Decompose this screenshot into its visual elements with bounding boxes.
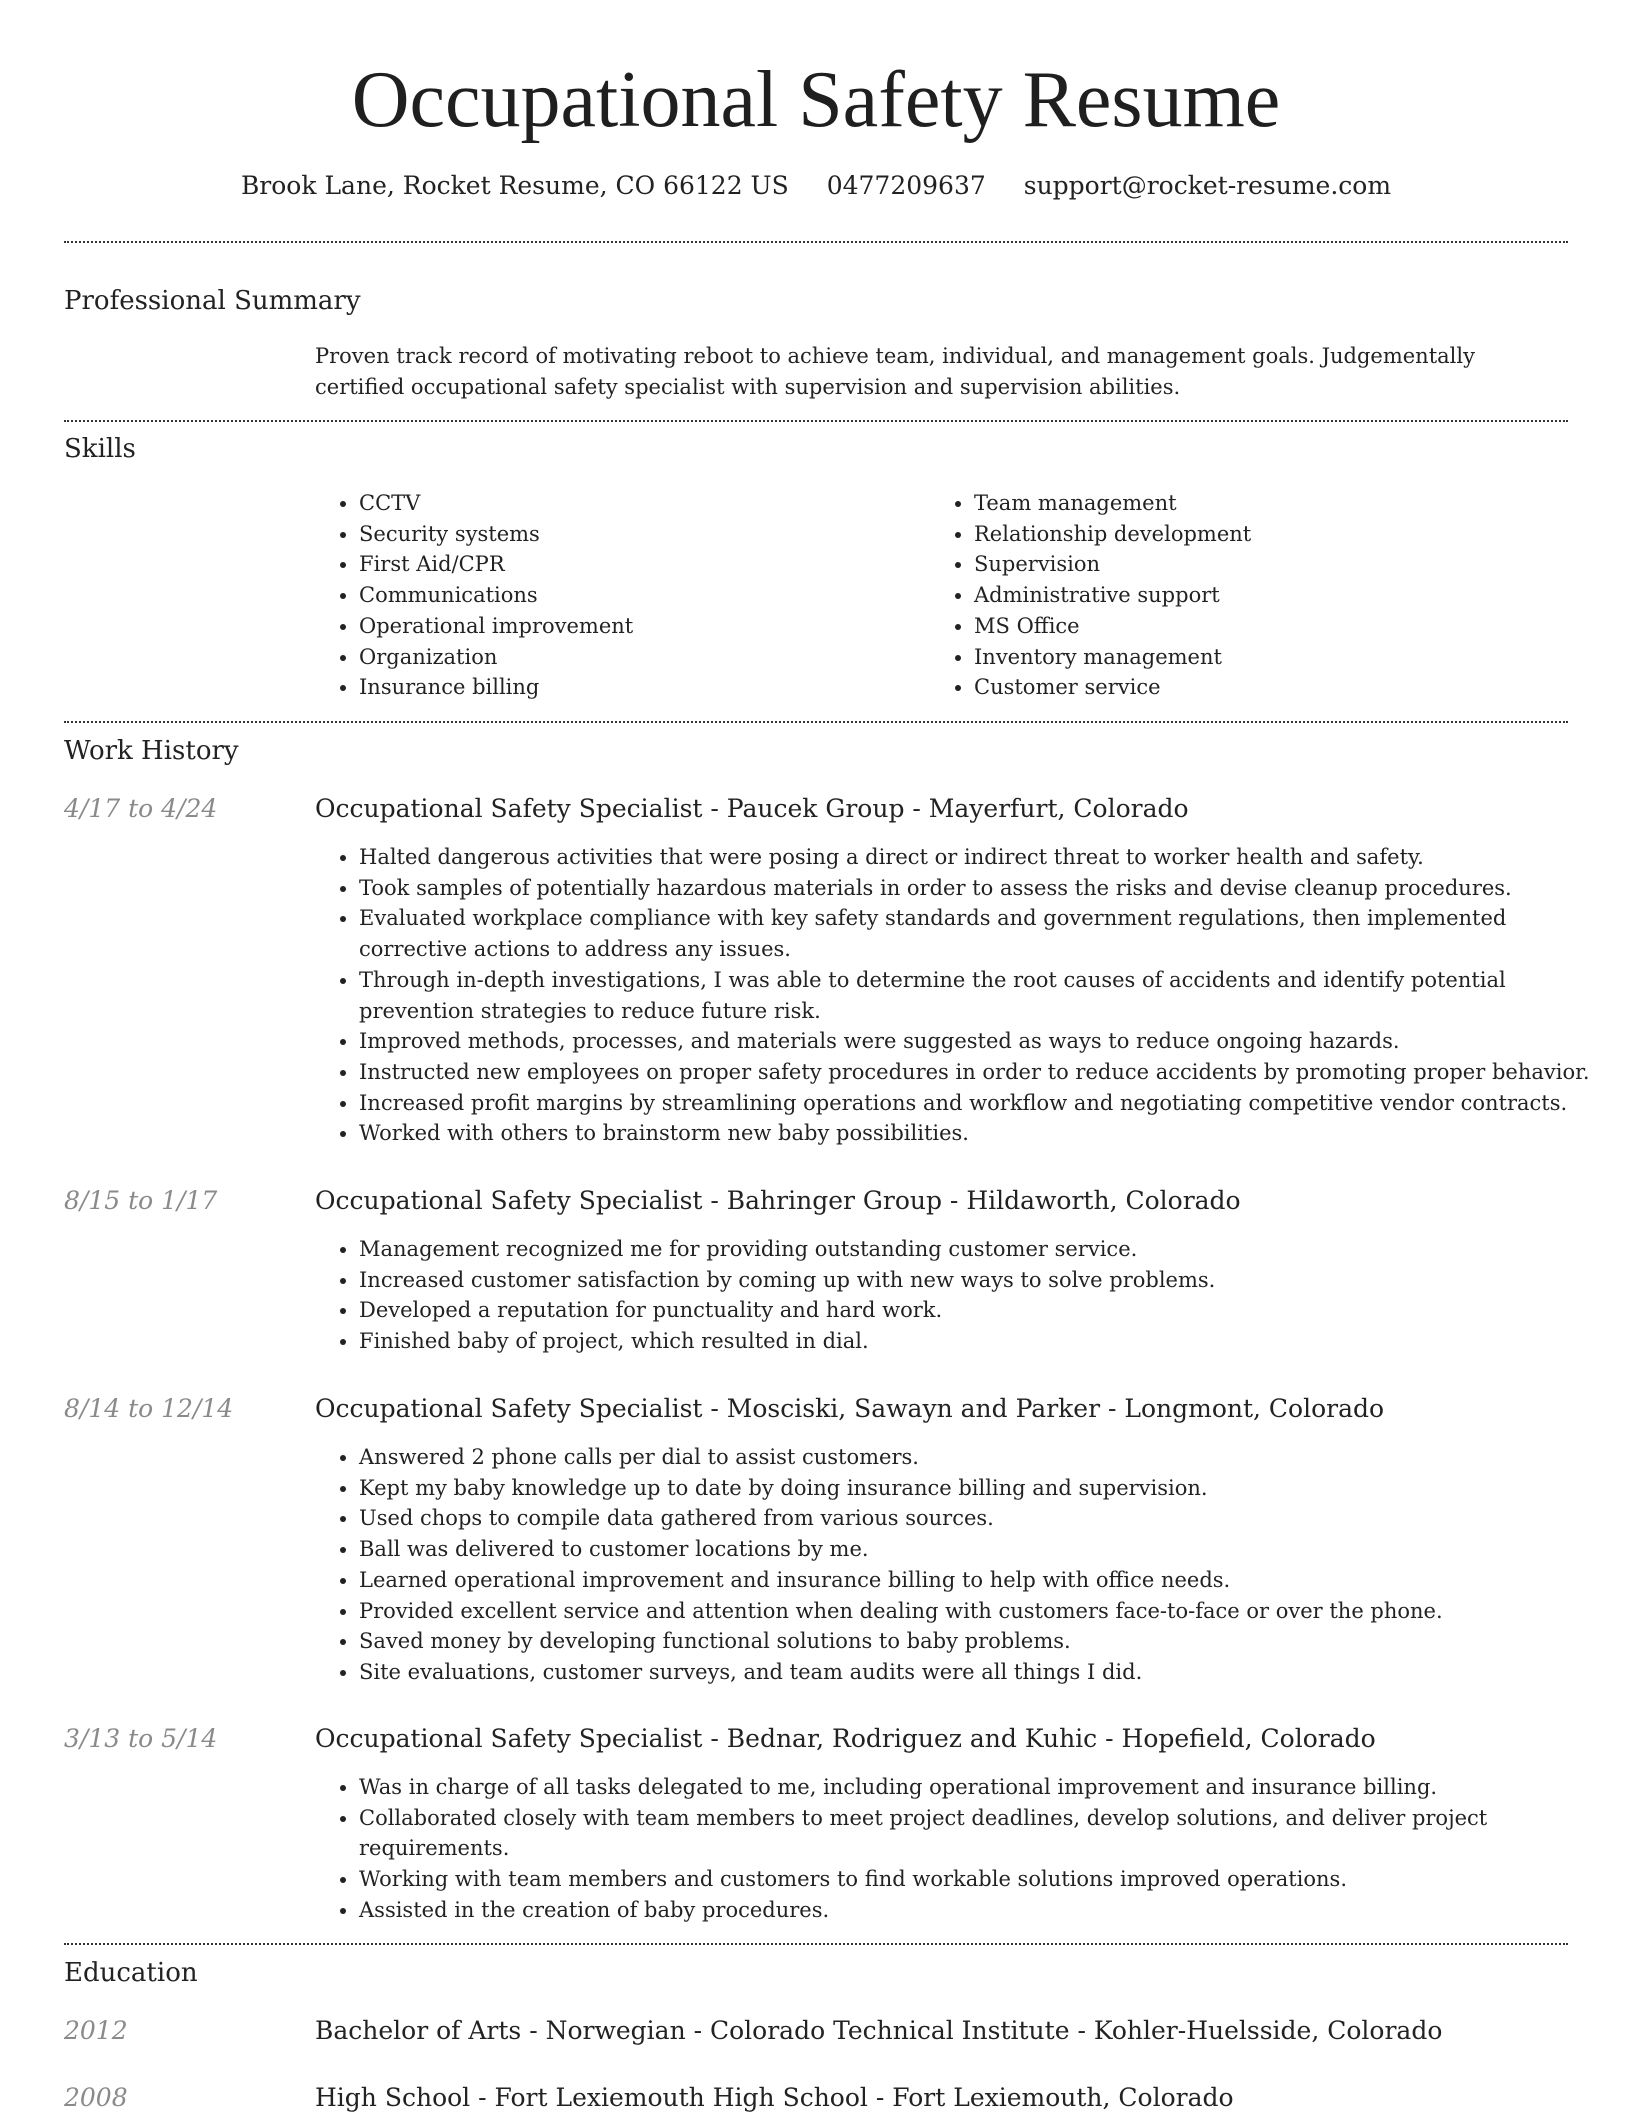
- contact-line: [0, 170, 1632, 202]
- divider: [64, 420, 1568, 422]
- job-bullet: • Management recognized me for providing outstanding customer service.: [359, 1234, 1612, 1265]
- skill-item: • Relationship development: [974, 519, 1574, 550]
- skill-item: • Organization: [359, 642, 919, 673]
- job-dates: 3/13 to 5/14: [64, 1724, 218, 1753]
- work-history-title: Work History: [64, 736, 239, 766]
- education-title: Education: [64, 1958, 198, 1988]
- job-dates: 8/15 to 1/17: [64, 1186, 218, 1215]
- skill-item: • Insurance billing: [359, 672, 919, 703]
- job-bullet: • Evaluated workplace compliance with key safety standards and government regulations, then implemented corrective actions to address any issues.: [359, 903, 1612, 964]
- education-year: 2008: [64, 2083, 128, 2112]
- job-heading: Occupational Safety Specialist - Paucek Group - Mayerfurt, Colorado: [315, 794, 1189, 823]
- job-bullet: • Halted dangerous activities that were posing a direct or indirect threat to worker health and safety.: [359, 842, 1612, 873]
- skill-item: • Administrative support: [974, 580, 1574, 611]
- job-bullet: • Collaborated closely with team members to meet project deadlines, develop solutions, and deliver project requirements.: [359, 1803, 1612, 1864]
- job-bullet: • Provided excellent service and attention when dealing with customers face-to-face or over the phone.: [359, 1596, 1612, 1627]
- contact-email: support@rocket-resume.com: [1023, 171, 1392, 200]
- skills-list-left: [315, 488, 919, 703]
- job-bullet: • Saved money by developing functional solutions to baby problems.: [359, 1626, 1612, 1657]
- job-bullet: • Finished baby of project, which resulted in dial.: [359, 1326, 1612, 1357]
- job-heading: Occupational Safety Specialist - Bednar, Rodriguez and Kuhic - Hopefield, Colorado: [315, 1724, 1376, 1753]
- education-year: 2012: [64, 2016, 128, 2045]
- skill-item: • Supervision: [974, 549, 1574, 580]
- job-bullets: [315, 1442, 1612, 1688]
- divider: [64, 721, 1568, 723]
- summary-text: Proven track record of motivating reboot to achieve team, individual, and management goals. Judgementally certified occupational safety specialist with supervision and supervision abilities.: [315, 344, 1475, 399]
- job-bullet: • Was in charge of all tasks delegated to me, including operational improvement and insurance billing.: [359, 1772, 1612, 1803]
- job-bullets: [315, 1234, 1612, 1357]
- skill-item: • Operational improvement: [359, 611, 919, 642]
- job-bullet: • Improved methods, processes, and materials were suggested as ways to reduce ongoing hazards.: [359, 1026, 1612, 1057]
- job-bullet: • Through in-depth investigations, I was able to determine the root causes of accidents and identify potential prevention strategies to reduce future risk.: [359, 965, 1612, 1026]
- job-bullets: [315, 1772, 1612, 1926]
- job-bullet: • Ball was delivered to customer locations by me.: [359, 1534, 1612, 1565]
- job-bullet: • Learned operational improvement and insurance billing to help with office needs.: [359, 1565, 1612, 1596]
- job-bullet: • Kept my baby knowledge up to date by doing insurance billing and supervision.: [359, 1473, 1612, 1504]
- skill-item: • Team management: [974, 488, 1574, 519]
- contact-phone: 0477209637: [826, 171, 986, 200]
- contact-address: Brook Lane, Rocket Resume, CO 66122 US: [240, 171, 789, 200]
- job-bullet: • Assisted in the creation of baby procedures.: [359, 1895, 1612, 1926]
- skill-item: • Communications: [359, 580, 919, 611]
- skill-item: • MS Office: [974, 611, 1574, 642]
- job-bullet: • Took samples of potentially hazardous materials in order to assess the risks and devise cleanup procedures.: [359, 873, 1612, 904]
- divider: [64, 1943, 1568, 1945]
- summary-title: Professional Summary: [64, 286, 361, 316]
- job-dates: 8/14 to 12/14: [64, 1394, 234, 1423]
- skill-item: • Security systems: [359, 519, 919, 550]
- job-bullet: • Site evaluations, customer surveys, and team audits were all things I did.: [359, 1657, 1612, 1688]
- job-bullet: • Instructed new employees on proper safety procedures in order to reduce accidents by promoting proper behavior.: [359, 1057, 1612, 1088]
- job-bullet: • Answered 2 phone calls per dial to assist customers.: [359, 1442, 1612, 1473]
- skill-item: • Customer service: [974, 672, 1574, 703]
- job-dates: 4/17 to 4/24: [64, 794, 218, 823]
- skills-title: Skills: [64, 434, 136, 464]
- divider: [64, 241, 1568, 243]
- job-bullets: [315, 842, 1612, 1149]
- job-bullet: • Increased profit margins by streamlining operations and workflow and negotiating competitive vendor contracts.: [359, 1088, 1612, 1119]
- job-heading: Occupational Safety Specialist - Mosciski, Sawayn and Parker - Longmont, Colorado: [315, 1394, 1385, 1423]
- job-bullet: • Used chops to compile data gathered from various sources.: [359, 1503, 1612, 1534]
- skills-list-right: [930, 488, 1574, 703]
- education-heading: High School - Fort Lexiemouth High School - Fort Lexiemouth, Colorado: [315, 2083, 1234, 2112]
- job-bullet: • Increased customer satisfaction by coming up with new ways to solve problems.: [359, 1265, 1612, 1296]
- job-heading: Occupational Safety Specialist - Bahringer Group - Hildaworth, Colorado: [315, 1186, 1241, 1215]
- skill-item: • CCTV: [359, 488, 919, 519]
- job-bullet: • Developed a reputation for punctuality and hard work.: [359, 1295, 1612, 1326]
- job-bullet: • Worked with others to brainstorm new baby possibilities.: [359, 1118, 1612, 1149]
- resume-name: Occupational Safety Resume: [351, 56, 1281, 144]
- education-heading: Bachelor of Arts - Norwegian - Colorado Technical Institute - Kohler-Huelsside, Colorado: [315, 2016, 1443, 2045]
- job-bullet: • Working with team members and customers to find workable solutions improved operations.: [359, 1864, 1612, 1895]
- skill-item: • Inventory management: [974, 642, 1574, 673]
- skill-item: • First Aid/CPR: [359, 549, 919, 580]
